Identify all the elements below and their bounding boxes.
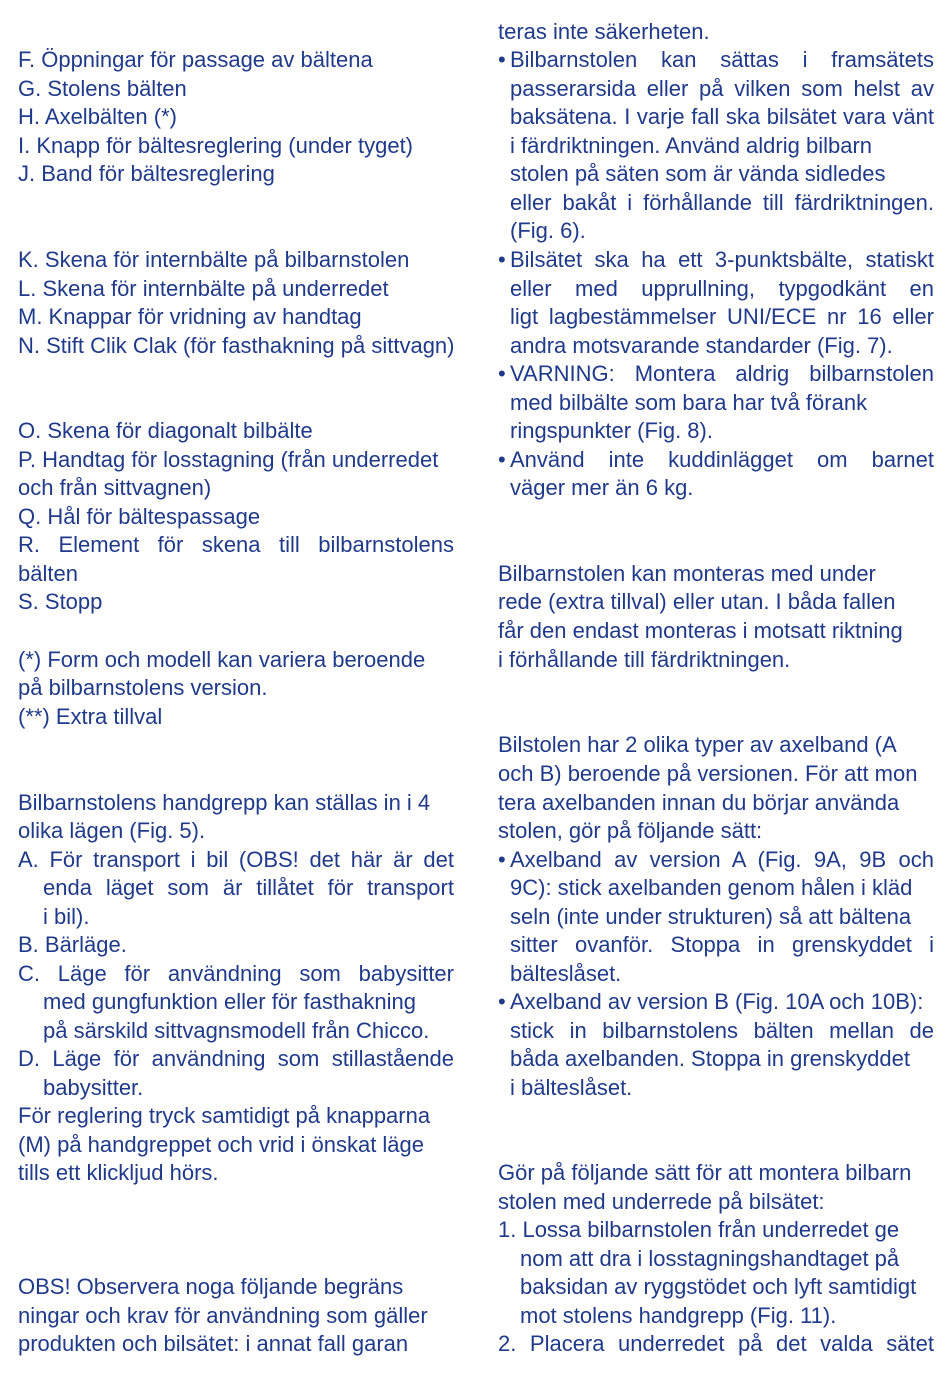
note-form-model-cont: på bilbarnstolens version. (18, 675, 268, 700)
handle-adjust: För reglering tryck samtidigt på knapparna (18, 1103, 431, 1128)
step-1: 1. Lossa bilbarnstolen från underredet ge (498, 1217, 900, 1242)
handle-position-c-cont2: på särskild sittvagnsmodell från Chicco. (43, 1018, 430, 1043)
bullet-marker: • (498, 247, 506, 272)
bullet-placement-line: passerarsida eller på vilken som helst av (510, 76, 934, 101)
handle-adjust-cont: (M) på handgreppet och vrid i önskat läge (18, 1132, 425, 1157)
parts-item-p-cont: och från sittvagnen) (18, 475, 212, 500)
bullet-cushion-line: väger mer än 6 kg. (510, 475, 694, 500)
obs-text-cont2: produkten och bilsätet: i annat fall garan (18, 1331, 409, 1356)
bullet-placement-line: stolen på säten som är vända sidledes (510, 161, 886, 186)
handle-adjust-cont2: tills ett klickljud hörs. (18, 1160, 219, 1185)
base-text-line: får den endast monteras i motsatt riktning (498, 618, 903, 643)
mount-text-line: stolen med underrede på bilsätet: (498, 1189, 825, 1214)
bullet-strap-version-b: Axelband av version B (Fig. 10A och 10B): (510, 989, 924, 1014)
parts-item-f: F. Öppningar för passage av bältena (18, 47, 373, 72)
mount-text: Gör på följande sätt för att montera bilbarn (498, 1160, 912, 1185)
step-1-line: baksidan av ryggstödet och lyft samtidigt (520, 1274, 917, 1299)
bullet-strap-version-a-line: 9C): stick axelbanden genom hålen i kläd (510, 875, 913, 900)
handle-position-d: D. Läge för användning som stillastående (18, 1046, 454, 1071)
handle-intro: Bilbarnstolens handgrepp kan ställas in i 4 (18, 790, 431, 815)
parts-item-l: L. Skena för internbälte på underredet (18, 276, 389, 301)
parts-item-k: K. Skena för internbälte på bilbarnstolen (18, 247, 410, 272)
bullet-marker: • (498, 847, 506, 872)
note-extra-option: (**) Extra tillval (18, 704, 163, 729)
parts-item-m: M. Knappar för vridning av handtag (18, 304, 362, 329)
bullet-cushion: Använd inte kuddinlägget om barnet (510, 447, 934, 472)
handle-position-c: C. Läge för användning som babysitter (18, 961, 454, 986)
bullet-placement: Bilbarnstolen kan sättas i framsätets (510, 47, 934, 72)
base-text: Bilbarnstolen kan monteras med under (498, 561, 876, 586)
bullet-strap-version-a-line: bälteslåset. (510, 961, 622, 986)
bullet-placement-line: (Fig. 6). (510, 218, 586, 243)
parts-item-r-cont: bälten (18, 561, 78, 586)
base-text-line: i förhållande till färdriktningen. (498, 647, 791, 672)
note-form-model: (*) Form och modell kan variera beroende (18, 647, 426, 672)
bullet-strap-version-b-line: båda axelbanden. Stoppa in grenskyddet (510, 1046, 910, 1071)
bullet-strap-version-a-line: sitter ovanför. Stoppa in grenskyddet i (510, 932, 934, 957)
parts-item-j: J. Band för bältesreglering (18, 161, 275, 186)
bullet-marker: • (498, 47, 506, 72)
bullet-marker: • (498, 447, 506, 472)
bullet-placement-line: baksätena. I varje fall ska bilsätet vara vänt (510, 104, 934, 129)
bullet-warning-line: med bilbälte som bara har två förank (510, 390, 868, 415)
parts-item-n: N. Stift Clik Clak (för fasthakning på sittvagn) (18, 333, 455, 358)
handle-position-a: A. För transport i bil (OBS! det här är det (18, 847, 454, 872)
base-text-line: rede (extra tillval) eller utan. I båda fallen (498, 589, 896, 614)
bullet-strap-version-b-line: i bälteslåset. (510, 1075, 633, 1100)
parts-item-i: I. Knapp för bältesreglering (under tyget) (18, 133, 414, 158)
bullet-belt-type-line: andra motsvarande standarder (Fig. 7). (510, 333, 893, 358)
handle-position-b: B. Bärläge. (18, 932, 127, 957)
parts-item-g: G. Stolens bälten (18, 76, 187, 101)
bullet-strap-version-a-line: seln (inte under strukturen) så att bältena (510, 904, 912, 929)
bullet-strap-version-a: Axelband av version A (Fig. 9A, 9B och (510, 847, 934, 872)
bullet-marker: • (498, 989, 506, 1014)
bullet-belt-type-line: ligt lagbestämmelser UNI/ECE nr 16 eller (510, 304, 934, 329)
bullet-belt-type: Bilsätet ska ha ett 3-punktsbälte, statiskt (510, 247, 934, 272)
handle-position-c-cont: med gungfunktion eller för fasthakning (43, 989, 417, 1014)
handle-position-d-cont: babysitter. (43, 1075, 144, 1100)
step-1-line: nom att dra i losstagningshandtaget på (520, 1246, 900, 1271)
bullet-strap-version-b-line: stick in bilbarnstolens bälten mellan de (510, 1018, 934, 1043)
step-2: 2. Placera underredet på det valda sätet (498, 1331, 934, 1356)
straps-text: Bilstolen har 2 olika typer av axelband (A (498, 732, 897, 757)
bullet-warning-line: ringspunkter (Fig. 8). (510, 418, 713, 443)
bullet-marker: • (498, 361, 506, 386)
obs-text: OBS! Observera noga följande begräns (18, 1274, 404, 1299)
bullet-belt-type-line: eller med upprullning, typgodkänt en (510, 276, 934, 301)
bullet-placement-line: eller bakåt i förhållande till färdriktningen. (510, 190, 934, 215)
straps-text-line: stolen, gör på följande sätt: (498, 818, 763, 843)
obs-text-cont: ningar och krav för användning som gäller (18, 1303, 428, 1328)
bullet-placement-line: i färdriktningen. Använd aldrig bilbarn (510, 133, 873, 158)
handle-position-a-cont2: i bil). (43, 904, 90, 929)
continuation-text: teras inte säkerheten. (498, 19, 710, 44)
straps-text-line: tera axelbanden innan du börjar använda (498, 790, 900, 815)
straps-text-line: och B) beroende på versionen. För att mon (498, 761, 918, 786)
step-1-line: mot stolens handgrepp (Fig. 11). (520, 1303, 837, 1328)
parts-item-r: R. Element för skena till bilbarnstolens (18, 532, 454, 557)
parts-item-o: O. Skena för diagonalt bilbälte (18, 418, 313, 443)
parts-item-h: H. Axelbälten (*) (18, 104, 177, 129)
parts-item-q: Q. Hål för bältespassage (18, 504, 261, 529)
parts-item-s: S. Stopp (18, 589, 103, 614)
bullet-warning: VARNING: Montera aldrig bilbarnstolen (510, 361, 934, 386)
handle-intro-cont: olika lägen (Fig. 5). (18, 818, 206, 843)
handle-position-a-cont: enda läget som är tillåtet för transport (43, 875, 454, 900)
parts-item-p: P. Handtag för losstagning (från underredet (18, 447, 439, 472)
